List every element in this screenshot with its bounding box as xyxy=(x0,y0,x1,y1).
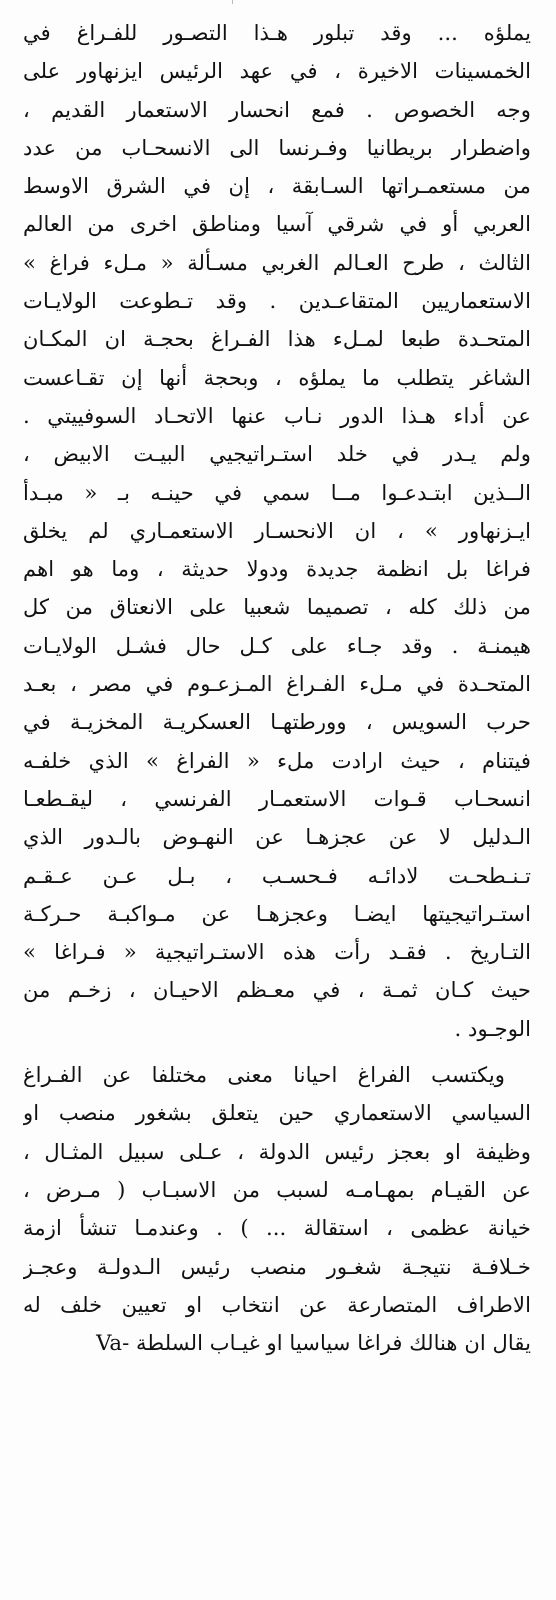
text-line: الشاغر يتطلب ما يملؤه ، وبحجة أنها إن تقـاعست xyxy=(23,364,531,390)
text-line: حرب السويس ، وورطتهـا العسكريـة المخزيـة في xyxy=(23,709,531,735)
text-line: عن القيـام بمهـامـه لسبب من الاسبـاب ( مـرض ، xyxy=(23,1176,531,1202)
body-text xyxy=(23,14,531,1362)
text-line: خيانة عظمى ، استقالة ... ) . وعندمـا تنشأ ازمة xyxy=(23,1215,531,1241)
text-line: يقال ان هنالك فراغا سياسيا او غيـاب السلطة -Va xyxy=(96,1330,531,1356)
text-line: عن أداء هـذا الدور نـاب عنها الاتحـاد السوفييتي . xyxy=(23,402,531,428)
text-line: يملؤه ... وقد تبلور هـذا التصـور للفـراغ في xyxy=(23,20,531,45)
text-line: المتحـدة في مـلء الفـراغ المـزعـوم في مصر ، بعـد xyxy=(23,671,531,697)
text-line: هيمنـة . وقد جـاء على كـل حال فشـل الولايـات xyxy=(23,632,531,658)
text-line: الثالث ، طرح العـالم الغربي مسـألة « مـلء فراغ » xyxy=(23,249,531,275)
text-line: الــذين ابتـدعـوا مــا سمي في حينـه بـ « مبـدأ xyxy=(23,479,531,505)
text-line: المتحـدة طبعا لمـلء هذا الفـراغ بحجـة ان المكـان xyxy=(23,326,531,352)
text-line: السياسي الاستعماري حين يتعلق بشغور منصب او xyxy=(23,1100,531,1126)
text-line: خـلافـة نتيجـة شغـور منصب رئيس الـدولـة وعجـز xyxy=(23,1253,531,1279)
text-line: وظيفة او بعجز رئيس الدولة ، عـلى سبيل المثـال ، xyxy=(23,1138,531,1164)
text-line: الاطراف المتصارعة عن انتخاب او تعيين خلف له xyxy=(23,1291,531,1317)
text-line: من ذلك كله ، تصميما شعبيا على الانعتاق من كل xyxy=(23,594,531,620)
text-line: الاستعماريين المتقاعـدين . وقد تـطوعت الولايـات xyxy=(23,288,531,314)
text-line: استـراتيجيتها ايضـا وعجزهـا عن مـواكبـة حـركـة xyxy=(23,900,531,926)
text-line: فراغا بل انظمة جديدة ودولا حديثة ، وما هو اهم xyxy=(23,556,531,582)
paragraph xyxy=(23,1056,531,1362)
text-line: من مستعمـراتها السـابقة ، إن في الشرق الاوسط xyxy=(23,173,531,199)
paragraph xyxy=(23,14,531,1048)
text-line: ولم يـدر في خلد استـراتيجيي البيـت الابيض ، xyxy=(23,441,531,467)
text-line: التـاريخ . فقـد رأت هذه الاستـراتيجية « فـراغا » xyxy=(23,939,531,965)
page-top-mark xyxy=(232,0,233,4)
text-line: ايـزنهاور » ، ان الانحسـار الاستعمـاري لم يخلق xyxy=(23,517,531,543)
text-line: فيتنام ، حيث ارادت ملء « الفراغ » الذي خلفـه xyxy=(23,747,531,773)
text-line: الـدليل لا عن عجزهـا عن النهـوض بالـدور الذي xyxy=(23,824,531,850)
text-line: وجه الخصوص . فمع انحسار الاستعمار القديم ، xyxy=(23,96,531,122)
text-line: الوجـود . xyxy=(454,1015,531,1041)
text-line: واضطرار بريطانيا وفـرنسا الى الانسحـاب من عدد xyxy=(23,134,531,160)
text-line: حيث كـان ثمـة ، في معـظم الاحيـان ، زخـم من xyxy=(23,977,531,1003)
text-line: ويكتسب الفراغ احيانا معنى مختلفا عن الفـراغ xyxy=(23,1062,505,1088)
text-line: الخمسينات الاخيرة ، في عهد الرئيس ايزنهاور على xyxy=(23,58,531,84)
text-line: العربي أو في شرقي آسيا ومناطق اخرى من العالم xyxy=(23,211,531,237)
text-line: تـنـطحـت لادائـه فـحسـب ، بـل عـن عـقـم xyxy=(23,862,531,888)
text-line: انسحـاب قـوات الاستعمـار الفرنسي ، ليقـطعـا xyxy=(23,785,531,811)
